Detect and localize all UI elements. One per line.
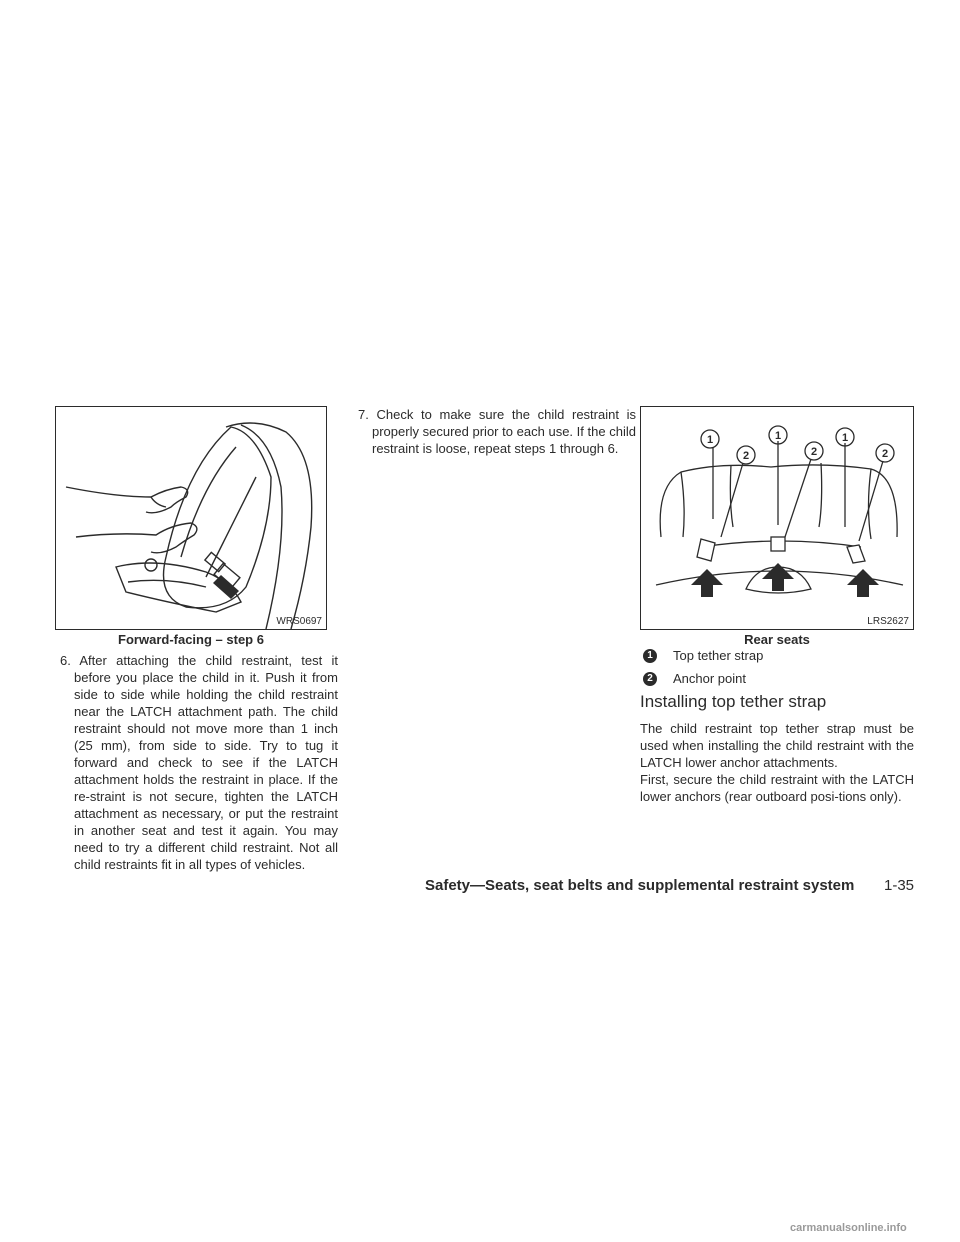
section-paragraph-2: First, secure the child restraint with the LATCH lower anchors (rear outboard posi-tions only). bbox=[640, 772, 914, 804]
callout-1a: 1 bbox=[706, 434, 714, 446]
callout-2b: 2 bbox=[810, 446, 818, 458]
legend-label: Top tether strap bbox=[673, 648, 764, 663]
footer-page-number: 1-35 bbox=[884, 877, 915, 894]
callout-1b: 1 bbox=[774, 430, 782, 442]
section-paragraph-1: The child restraint top tether strap must be used when installing the child restraint with the LATCH lower anchor attachments. bbox=[640, 721, 914, 770]
step-6-text: 6. After attaching the child restraint, test it before you place the child in it. Push it from side to side while holding the child restraint near the LATCH attachment path. The child restraint should not move more than 1 inch (25 mm), from side to side. Try to tug it forward and check to see if the LATCH attachment holds the restraint in place. If the re-straint is not secure, tighten the LATCH attachment as necessary, or put the restraint in another seat and test it again. You may need to try a different child restraint. Not all child restraints fit in all types of vehicles. bbox=[60, 653, 338, 872]
legend-number: 1 bbox=[643, 649, 657, 663]
figure-code: LRS2627 bbox=[867, 616, 909, 627]
callout-2a: 2 bbox=[742, 450, 750, 462]
callout-1c: 1 bbox=[841, 432, 849, 444]
figure-caption-rear-seats: Rear seats bbox=[744, 632, 810, 647]
footer-chapter-title: Safety—Seats, seat belts and supplemental restraint system bbox=[425, 877, 855, 894]
legend-item-top-tether bbox=[643, 648, 763, 663]
rear-seats-drawing bbox=[641, 407, 914, 630]
legend-label: Anchor point bbox=[673, 671, 746, 686]
figure-code: WRS0697 bbox=[276, 616, 322, 627]
rear-seats-illustration bbox=[640, 406, 914, 630]
forward-facing-illustration bbox=[55, 406, 327, 630]
child-seat-drawing bbox=[56, 407, 327, 630]
legend-number: 2 bbox=[643, 672, 657, 686]
legend-item-anchor-point bbox=[643, 671, 746, 686]
step-7-text: 7. Check to make sure the child restraint is properly secured prior to each use. If the child restraint is loose, repeat steps 1 through 6. bbox=[358, 407, 636, 456]
callout-2c: 2 bbox=[881, 448, 889, 460]
figure-caption-forward-facing: Forward-facing – step 6 bbox=[118, 632, 264, 647]
watermark-text: carmanualsonline.info bbox=[790, 1222, 907, 1234]
section-title: Installing top tether strap bbox=[640, 692, 827, 711]
